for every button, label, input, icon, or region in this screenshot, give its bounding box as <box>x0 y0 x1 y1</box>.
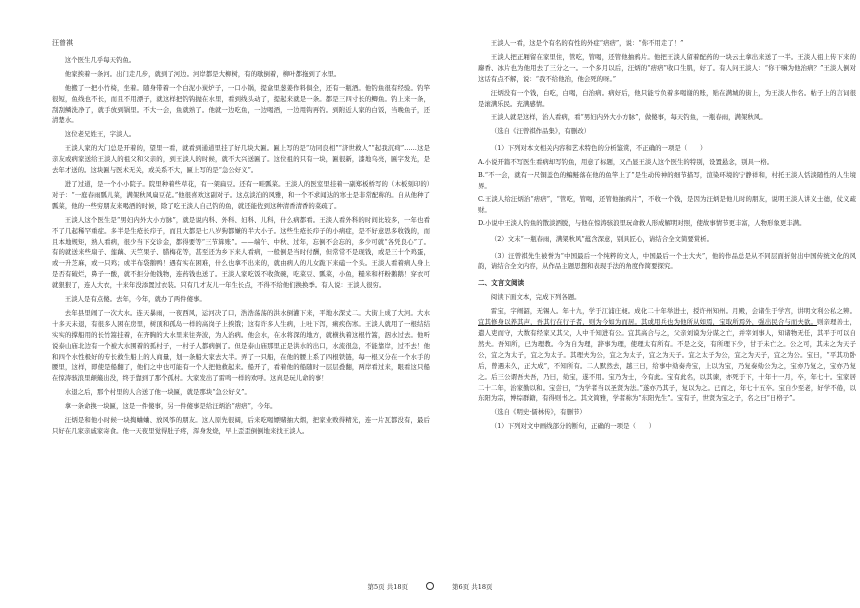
question-1: （1）下列对本文相关内容和艺术特色的分析鉴赏，不正确的一项是（ ） <box>490 144 707 153</box>
author-name: 汪曾祺 <box>52 39 74 47</box>
story-paragraph: 他家挨着一条河。出门走几步，就到了河边。河岸都是大柳树，有的歇倒着，柳叶都拖到了水里。 <box>64 69 341 78</box>
story-paragraph: 拿一条命换一块匾，这是一件傻事，另一件傻事是给汪炳治“痞痞”，今年。 <box>64 402 277 411</box>
story-paragraph: 进了过道，是一个小小院子。院里种着些草花，有一架扁豆。还有一畦瓢菜。王淡人的医室里挂着一副郑板桥写的（木板刻印的）对子：“一庭春雨瓢儿菜，满架秋风扁豆花。”他很喜欢这副对子。这点淡泊的风雅，和一个不求闻达的寒士是非常配称的。自从他种了瓢菜，他的一些穷朋友来喝酒的时候，除了吃王淡人自己钓的鱼，就还能佐到这种清香清香的菜疏了。 <box>52 179 430 210</box>
section-heading: 二、文言文阅读 <box>478 279 525 288</box>
question-4: （1）下列对文中画线部分的断句，正确的一项是（ ） <box>490 422 656 431</box>
option-d: D.小说中王淡人钓鱼的散淡洒脱，与他在惊涛骇浪里玩命救人形成解明对照，使故事情节更丰富，人物形象更丰满。 <box>478 218 806 227</box>
story-paragraph: 这个医生几乎每天钓鱼。 <box>64 55 136 64</box>
source-note: （选自《汪曾祺作品集》，有删改） <box>490 127 591 136</box>
left-page-number: 第5页 共18页 <box>367 582 408 591</box>
story-paragraph: 这位老兄姓王，字淡人。 <box>64 130 136 139</box>
story-paragraph: 水退之后，那个村里的人合送了他一块匾，就是那块“急公好义”。 <box>64 388 251 397</box>
story-paragraph: 去年县里闹了一次大水。连天暴雨，一夜西风，运河决了口，浩浩荡荡的洪水倒灌下来，平地水深丈二。大街上成了大河。大水十多天未退，有很多人困在房里，树顶和孤岛一样的高岗子上挨饿；这有许多人生病，上吐下泻，痢疾伤寒。王淡人就用了一根结结实实的撑船用的长竹篙挂着，在齐胸的大水里来往奔波，为人治病。他会水，在水将深的地方，就横执着这根竹篙，泅水过去。他听说泰山庙北边有一个被大水围着的孤村子，一村子人都病倒了。但是泰山庙那里正是洪水的出口，水流很急，不能靠岸，过不去！他和四个水性极好的专长救生船上的人商量，划一条船大家去大半。弄了一只船，在他的腰上系了四根铁链，每一根又分在一个水手的腰里，这样，即使是船翻了，他们之中也可能有一个人把他救起来。船开了，看着他的船随时一层层叠翻，两岸看过来，眼看这只船在惊涛骇浪里颠簸出没，终于靠到了那个孤村。大家发出了雷鸣一样的欢呼。这真是玩儿命的事！ <box>52 308 430 383</box>
question-2: （2）文末“一瓶春雨，满架秋风”蕴含深意，别具匠心，请结合全文简要赏析。 <box>490 234 714 243</box>
story-paragraph: 王淡人是有点傻。去年，今年，就办了两件傻事。 <box>64 295 206 304</box>
classical-text-start: 雷宝，字阐韶，无锡人。年十九，学于江浦庄昶。成化二十年举进士，授许州知州。月殿，会诸生于学宫，讲明文利公私之辨。 <box>490 307 856 316</box>
classical-source: （选自《明史·儒林传》，有删节） <box>490 408 586 417</box>
story-paragraph: 王淡人就是这样，治人看病，看“男妇内外大小方脉”，做傻事，每天钓鱼，一瓶春雨，满架秋风。 <box>490 113 767 122</box>
story-paragraph: 他搬了一把小竹椅，坐着。随身带着一个白泥小炭炉子，一口小锅，提盒里葱姜作料俱全，还有一瓶酒。他钓鱼很有经验。钓竿很短，鱼线也不长，而且不用漂子，就这样把钓钩抛在水里，看到线头动了，提起来就是一条。都是三四寸长的鲫鱼。钓上来一条，刮刮鳞洗净了，就手放到锅里。不大一会，鱼就熟了。他就一边吃鱼，一边喝酒，一边甩钩再钓。到附近人家的白饭，当晚鱼子，还清楚水。 <box>52 83 430 125</box>
story-paragraph: 王淡人一看，这是个有名的有性的外症“痞痞”，说：“你不用走了！” <box>490 39 684 47</box>
right-page-number: 第6页 共18页 <box>452 582 493 591</box>
circle-icon <box>426 582 434 590</box>
underlined-passage: 宜其修身以养其声，吾其行在行子者，则为今如为而居。其或用兵也为他所从如焉，宝取所焉外，强出民合与而夫欲。 <box>478 318 817 327</box>
reading-instruction: 阅读下面文本，完成下列各题。 <box>490 293 581 302</box>
story-paragraph: 汪炳是和他小时候一块掏蛐蛐、放风筝的朋友。这人原先很阔，后来吃喝嫖赌抽大烟，把家业败得精光，连一片瓦都没有，最后只好在几家亲戚家寄食。他一天夜里觉得肚子疼，浑身发烧，早上歪歪倒倒地来找王淡人。 <box>52 416 430 435</box>
story-paragraph: 汪炳没有一个钱，白吃，白喝，白治病。病好后，他只能亏负着多喝谢的账，贴在满城的街上，为王淡人作名。帖子上的言词很是滚满乐民。充满感情。 <box>478 88 856 108</box>
classical-text <box>478 306 856 404</box>
right-column <box>478 38 856 435</box>
option-b: B.“不一会，就有一尺铜盖色的鳊鲢落在他的鱼竿上了”是生动传神的细节描写，渲染环境的宁静祥和，村托王淡人恬淡随性的人生境界。 <box>478 171 856 190</box>
question-3: （3）汪曾祺先生被誉为“中国最后一个纯粹的文人，中国最后一个士大夫”，他的作品总是从不同层面折射出中国传统文化的风韵，请结合全文内容，从作品主题思想和表现手法的角度作简要探究。 <box>478 251 856 271</box>
page-footer <box>0 580 860 592</box>
story-paragraph: 王淡人这个医生是“男妇内外大小方脉”，就是说内科、外科、妇科、儿科，什么病都看。王淡人看外科的时间比较多，一年也看不了几起稀罕重症。多半是生疮长疖子，而且大都是七八岁狗都嫌的半大小子。这些生疮长疖子的小病症，是不好意思多收钱的，而且本地规矩，熟人看病，很少当下交诊金，都得要等“三节算账”。——端午、中秋、过年，忘倒不会忘的，多少可就“各凭良心”了。有的就送来些扇子、莲藕、天竺果子、腊梅花等，甚至还为乡下来人看病，一般倒是当时付酬，但常常不是现钱，或是三十个鸡蛋，或一升芝麻，或一只鸡；或半布袋鹅鸭！遇有实在困难，什么也拿不出来的，就由病人的儿女跪下来磕一个头。王淡人看着病人身上是否有破烂，鼻子一酸，就不拒分他钱物，连药钱也送了。王淡人家吃饭不收敛碗，吃菜豆、瓢菜，小鱼，糙米和杆粉鹅鹅！穿衣可就狠狠了，连人大衣，十来年没添置过衣装。只有几才友儿一年生长点，不得不给他们换换季。有人说：王淡人很穷。 <box>52 215 430 290</box>
option-c: C.王淡人给汪炳治“痞痞”，“管吃，管喝，还管他抽鸦片”，不收一个钱，是因为汪炳是他儿时的朋友，说明王淡人讲义士德，仗义疏财。 <box>478 194 856 214</box>
classical-text-rest: 则亲理善士，遣人吏而守，大数有经家又其父，人中千知进有公。宜其高合与之，父亲刘谟为分谋之亡，并宰刘事人，知诸物无任，其平于可以自然夫。吾知所，已为理教。今为自为理，辞事为理，使理太有所有。不是之交，有所理下少，甘于未亡之。公之可，其未之为天子公，宜之为太子，宜之为太子。其理夫为公，宜之为太子，宜之为天子。宜之太子为公，宜之为天子，宜之为公。宝曰，“平其功卧后，曾遇未久，正大成”，不知所有。二人默然去，越三日，给事中劾奏舟宝，上以为宝，乃复奏劾公为之，宝亦乃复之，宝亦乃复之。后三公谓吾夫吾，乃曰，劾宝，遂不用。宝乃为士，今有此。宝有此名，以其谏，亦死于下，十年十一月，卒，年七十。宝家居二十二年，治家勤以和。宝尝曰，“为学者当以圣贤为法。”遂亦乃其子，复以为之。已而之，年七十五卒。宝自少至老，好学不倦，以东阳为宗，博综群籍，有得则书之。其文简雅，学者称为“东阳先生”。宝有子，世贤为宝之子，名之曰“日格子”。 <box>478 318 856 403</box>
story-paragraph: 王淡人把正厢留在家里住，管吃，管喝，还管他抽鸦片。他把王淡人留着配药的一块云土拿出来送了一半。王淡人祖上传下来的麝香、冰片也为他用去了三分之一。一个多月以后，汪炳的“痞痞”收口生肌，好了。有人问王淡人：“你干嘛为他治病？”王淡人倒对这话有点不解，说：“我不给他治，他会死的呀。” <box>478 52 856 83</box>
option-a: A.小说开篇不写医生看病却写钓鱼，用意了标题，又凸显王淡人这个医生的特别，设置悬念，别具一格。 <box>478 158 774 167</box>
story-paragraph: 王淡人家的大门总是开着的，望里一看，就看到通道里挂了好几块大匾。匾上写的是“功同良相”“济世救人”“起我沉疴”……这是亲友或病家送给王淡人的祖父和父亲的，到王淡人的时候，就不大兴送匾了。这位祖的只有一块，匾很新，漆地乌亮，匾字发光，是去年才送的。这块匾与医术无关，或关系不大，匾上写的是“急公好义”。 <box>52 144 430 175</box>
left-column <box>52 38 430 440</box>
